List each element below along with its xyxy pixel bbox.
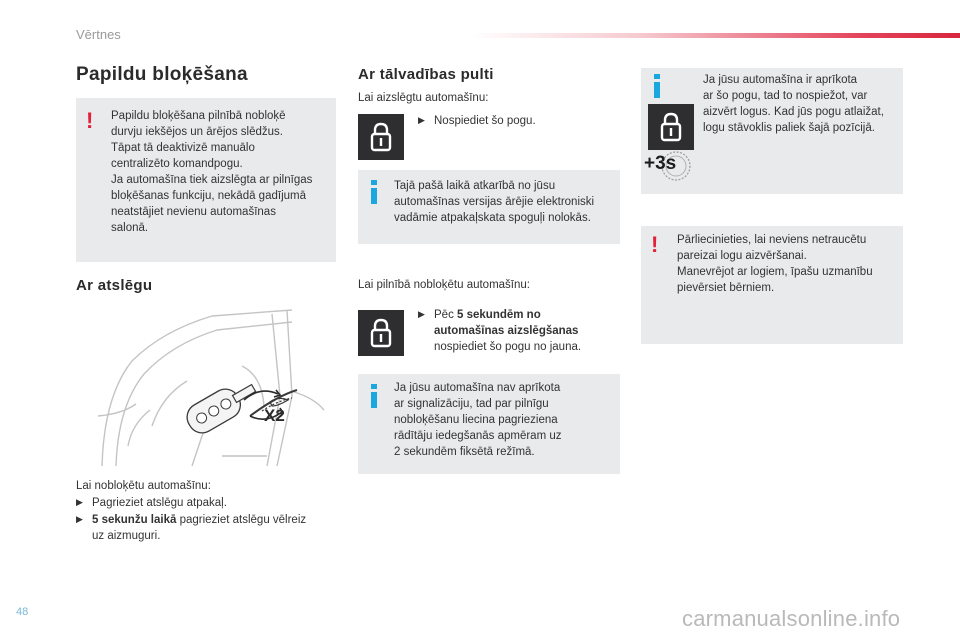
lock-button-image bbox=[358, 310, 404, 356]
text-line: Pārliecinieties, lai neviens netraucētu bbox=[677, 234, 867, 246]
text-line: pievērsiet bērniem. bbox=[677, 282, 775, 294]
step-text: nospiediet šo pogu no jauna. bbox=[434, 341, 582, 353]
info-icon bbox=[371, 384, 377, 408]
text-line: nobloķēšanu liecina pagrieziena bbox=[394, 414, 558, 426]
key-section-title: Ar atslēgu bbox=[76, 277, 153, 294]
step-text: Nospiediet šo pogu. bbox=[434, 115, 536, 127]
warning-box-additional-lock bbox=[76, 98, 336, 262]
text-line: centralizēto komandpogu. bbox=[111, 158, 243, 170]
text-line: vadāmie atpakaļskata spoguļi nolokās. bbox=[394, 212, 591, 224]
bullet-icon: ▶ bbox=[418, 115, 425, 125]
info-box-mirrors bbox=[358, 170, 620, 244]
text-line: aizvērt logus. Kad jūs pogu atlaižat, bbox=[703, 106, 884, 118]
hold-3s-badge bbox=[644, 150, 692, 182]
text-line: Papildu bloķēšana pilnībā nobloķē bbox=[111, 110, 286, 122]
press-again-step bbox=[418, 306, 618, 355]
step-bold-text: 5 sekunžu laikā bbox=[92, 514, 177, 526]
info-box-alarm bbox=[358, 374, 620, 474]
info-box-windows bbox=[641, 68, 903, 194]
step-continuation: uz aizmuguri. bbox=[92, 530, 161, 542]
step-text: Pagrieziet atslēgu atpakaļ. bbox=[92, 497, 227, 509]
lock-button-image bbox=[358, 114, 404, 160]
text-line: ar šo pogu, tad to nospiežot, var bbox=[703, 90, 868, 102]
bullet-icon: ▶ bbox=[76, 514, 83, 524]
text-line: Manevrējot ar logiem, īpašu uzmanību bbox=[677, 266, 873, 278]
list-item bbox=[76, 511, 346, 528]
padlock-icon bbox=[358, 114, 404, 160]
text-line: 2 sekundēm fiksētā režīmā. bbox=[394, 446, 535, 458]
info-icon bbox=[654, 74, 660, 98]
info-icon bbox=[371, 180, 377, 204]
text-line: logu stāvoklis paliek šajā pozīcijā. bbox=[703, 122, 875, 134]
text-line: Ja jūsu automašīna ir aprīkota bbox=[703, 74, 858, 86]
text-line: bloķēšanas funkciju, nekādā gadījumā bbox=[111, 190, 306, 202]
page-number: 48 bbox=[16, 606, 29, 618]
list-item bbox=[76, 494, 346, 511]
text-line: rādītāju iedegšanās apmēram uz bbox=[394, 430, 562, 442]
lock-intro: Lai nobloķētu automašīnu: bbox=[76, 480, 211, 492]
remote-lock-intro: Lai aizslēgtu automašīnu: bbox=[358, 92, 489, 104]
text-line: Tāpat tā deaktivizē manuālo bbox=[111, 142, 255, 154]
step-text: Pēc bbox=[434, 309, 458, 321]
padlock-icon bbox=[358, 310, 404, 356]
text-line: durvju iekšējos un ārējos slēdžus. bbox=[111, 126, 283, 138]
warning-box-windows bbox=[641, 226, 903, 344]
text-line: ar signalizāciju, tad par pilnīgu bbox=[394, 398, 549, 410]
text-line: pareizai logu aizvēršanai. bbox=[677, 250, 807, 262]
key-turn-count: X2 bbox=[264, 406, 285, 425]
warning-icon: ! bbox=[651, 232, 659, 257]
info-text bbox=[703, 72, 903, 136]
warning-text bbox=[677, 232, 899, 296]
text-line: salonā. bbox=[111, 222, 149, 234]
watermark: carmanualsonline.info bbox=[682, 606, 901, 631]
bullet-icon: ▶ bbox=[418, 309, 425, 319]
text-line: Ja jūsu automašīna nav aprīkota bbox=[394, 382, 561, 394]
info-text bbox=[394, 178, 616, 226]
warning-icon: ! bbox=[86, 108, 94, 133]
bullet-icon: ▶ bbox=[76, 497, 83, 507]
key-illustration bbox=[92, 306, 336, 474]
info-text bbox=[394, 380, 616, 460]
car-door-key-drawing bbox=[92, 306, 336, 474]
text-line: Tajā pašā laikā atkarībā no jūsu bbox=[394, 180, 556, 192]
warning-text bbox=[111, 108, 331, 236]
press-step bbox=[418, 112, 536, 129]
step-text: pagrieziet atslēgu vēlreiz bbox=[176, 514, 307, 526]
page-title: Papildu bloķēšana bbox=[76, 64, 248, 85]
header-gradient-bar bbox=[470, 33, 960, 38]
full-lock-intro: Lai pilnībā nobloķētu automašīnu: bbox=[358, 279, 530, 291]
step-bold-text: 5 sekundēm no bbox=[457, 309, 541, 321]
step-bold-text: automašīnas aizslēgšanas bbox=[434, 325, 579, 337]
hold-3s-label: +3s bbox=[644, 153, 677, 174]
key-lock-instructions bbox=[76, 478, 346, 544]
lock-button-image bbox=[648, 104, 694, 150]
text-line: neatstājiet nevienu automašīnas bbox=[111, 206, 276, 218]
remote-section-title: Ar tālvadības pulti bbox=[358, 66, 494, 83]
section-label: Vērtnes bbox=[76, 27, 121, 42]
padlock-icon bbox=[648, 104, 694, 150]
text-line: Ja automašīna tiek aizslēgta ar pilnīgas bbox=[111, 174, 313, 186]
text-line: automašīnas versijas ārējie elektroniski bbox=[394, 196, 595, 208]
